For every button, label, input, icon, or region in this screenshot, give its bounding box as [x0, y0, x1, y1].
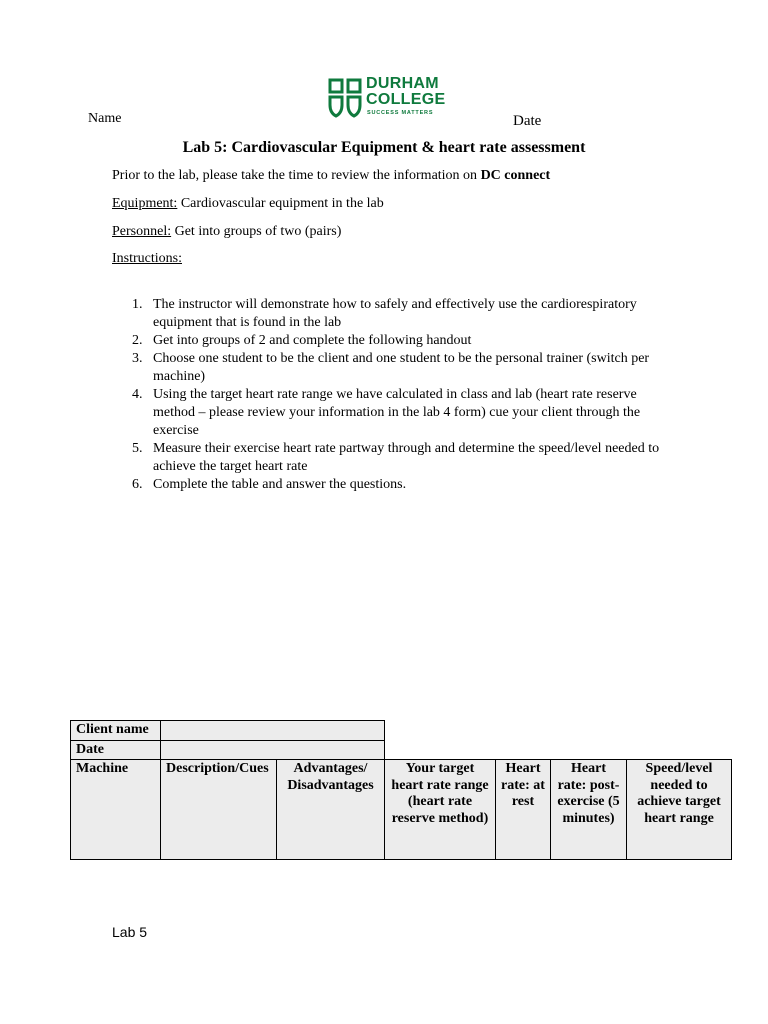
logo-wordmark-line1: DURHAM — [366, 75, 439, 92]
client-name-field[interactable] — [161, 721, 385, 741]
college-logo — [328, 76, 448, 120]
logo-wordmark-line2: COLLEGE — [366, 91, 446, 108]
equipment-label: Equipment: — [112, 196, 178, 211]
personnel-line — [112, 224, 341, 240]
hr-post-header: Heart rate: post-exercise (5 minutes) — [551, 760, 627, 860]
logo-tagline: SUCCESS MATTERS — [367, 110, 434, 116]
instruction-steps — [112, 296, 672, 494]
speed-level-header: Speed/level needed to achieve target heart range — [627, 760, 732, 860]
client-name-label: Client name — [71, 721, 161, 741]
list-item: 6. Complete the table and answer the questions. — [132, 477, 407, 492]
table-blank-area — [385, 721, 732, 741]
prior-instruction — [112, 168, 550, 184]
date-label: Date — [513, 113, 542, 129]
list-item: 4. Using the target heart rate range we have calculated in class and lab (heart rate reserve method – please review your information in the lab 4 form) cue your client through the exercise — [132, 387, 641, 438]
personnel-text: Get into groups of two (pairs) — [171, 224, 342, 239]
personnel-label: Personnel: — [112, 224, 172, 239]
assessment-table — [70, 720, 732, 860]
description-header: Description/Cues — [161, 760, 277, 860]
table-row — [71, 721, 732, 741]
advantages-header: Advantages/ Disadvantages — [277, 760, 385, 860]
list-item: 5. Measure their exercise heart rate partway through and determine the speed/level needed to achieve the target heart rate — [132, 441, 660, 474]
date-row-label: Date — [71, 740, 161, 760]
machine-header: Machine — [71, 760, 161, 860]
target-hr-header: Your target heart rate range (heart rate reserve method) — [385, 760, 496, 860]
date-field[interactable] — [161, 740, 385, 760]
table-header-row — [71, 760, 732, 860]
table-blank-area — [385, 740, 732, 760]
instructions-heading — [112, 251, 182, 267]
prior-text: Prior to the lab, please take the time to review the information on — [112, 168, 481, 183]
dc-connect-text: DC connect — [480, 168, 551, 183]
equipment-text: Cardiovascular equipment in the lab — [177, 196, 384, 211]
page-footer: Lab 5 — [112, 924, 148, 940]
equipment-line — [112, 196, 384, 212]
list-item: 2. Get into groups of 2 and complete the following handout — [132, 333, 472, 348]
list-item: 3. Choose one student to be the client and one student to be the personal trainer (switch per machine) — [132, 351, 650, 384]
instructions-label: Instructions: — [112, 251, 182, 266]
name-label: Name — [88, 111, 122, 126]
page-title: Lab 5: Cardiovascular Equipment & heart rate assessment — [182, 139, 586, 156]
shield-crest-icon — [328, 78, 362, 118]
hr-rest-header: Heart rate: at rest — [496, 760, 551, 860]
list-item: 1. The instructor will demonstrate how to safely and effectively use the cardiorespiratory equipment that is found in the lab — [132, 297, 637, 330]
table-row — [71, 740, 732, 760]
